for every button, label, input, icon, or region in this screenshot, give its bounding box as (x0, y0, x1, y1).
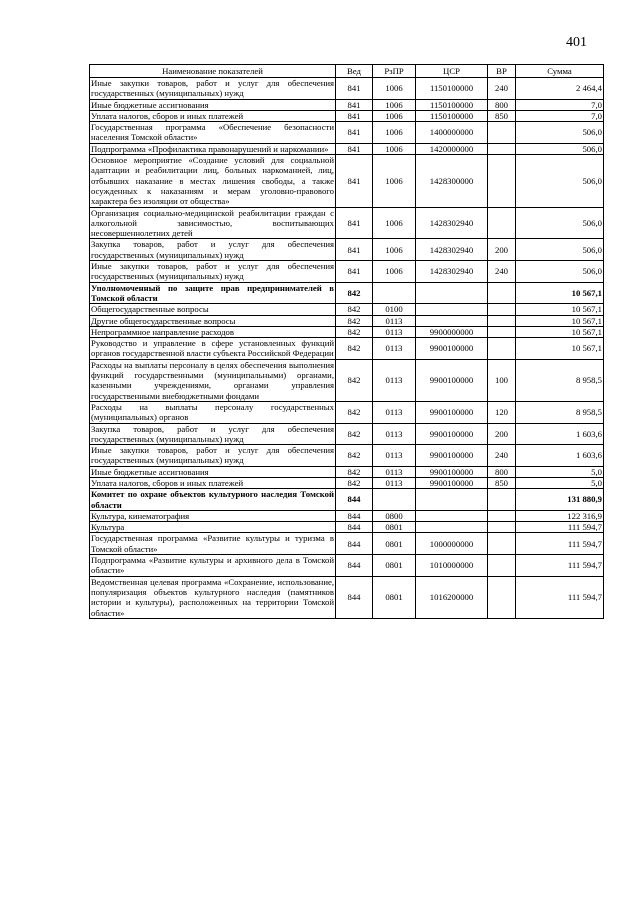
cell-name: Закупка товаров, работ и услуг для обеспечения государственных (муниципальных) нужд (91, 423, 334, 444)
cell-vr (488, 143, 516, 154)
cell-sum: 7,0 (516, 110, 604, 121)
cell-rzpr: 0113 (373, 338, 416, 360)
table-row (90, 78, 604, 100)
cell-sum: 10 567,1 (516, 338, 604, 360)
cell-vr (488, 326, 516, 337)
cell-ved: 844 (336, 555, 373, 577)
header-rzpr: РзПР (373, 65, 416, 78)
cell-name: Иные закупки товаров, работ и услуг для обеспечения государственных (муниципальных) нужд (91, 78, 334, 99)
cell-csr (416, 522, 488, 533)
cell-ved: 842 (336, 282, 373, 304)
cell-csr: 1400000000 (416, 122, 488, 144)
cell-sum: 10 567,1 (516, 326, 604, 337)
cell-csr: 1000000000 (416, 533, 488, 555)
cell-ved: 842 (336, 466, 373, 477)
cell-vr: 200 (488, 423, 516, 445)
cell-sum: 506,0 (516, 239, 604, 261)
cell-vr (488, 489, 516, 511)
cell-vr (488, 338, 516, 360)
table-row (90, 445, 604, 467)
cell-ved: 841 (336, 239, 373, 261)
table-row (90, 239, 604, 261)
cell-sum: 506,0 (516, 207, 604, 239)
table-row (90, 261, 604, 283)
cell-ved: 844 (336, 510, 373, 521)
cell-ved: 842 (336, 338, 373, 360)
cell-sum: 5,0 (516, 477, 604, 488)
header-sum: Сумма (516, 65, 604, 78)
table-row (90, 207, 604, 239)
cell-rzpr: 0113 (373, 359, 416, 401)
cell-rzpr (373, 489, 416, 511)
table-header-row (90, 65, 604, 78)
cell-name: Непрограммное направление расходов (90, 326, 336, 337)
cell-name: Государственная программа «Обеспечение безопасности населения Томской области» (91, 122, 334, 143)
cell-name: Иные бюджетные ассигнования (90, 466, 336, 477)
cell-sum: 111 594,7 (516, 522, 604, 533)
table-row (90, 326, 604, 337)
cell-csr (416, 282, 488, 304)
cell-vr: 850 (488, 110, 516, 121)
cell-vr (488, 122, 516, 144)
cell-rzpr: 0113 (373, 477, 416, 488)
cell-rzpr: 0100 (373, 304, 416, 315)
cell-vr: 800 (488, 466, 516, 477)
cell-rzpr: 0800 (373, 510, 416, 521)
cell-vr (488, 155, 516, 207)
cell-sum: 10 567,1 (516, 304, 604, 315)
cell-csr: 1428302940 (416, 239, 488, 261)
table-row (90, 315, 604, 326)
table-row (90, 477, 604, 488)
cell-ved: 841 (336, 207, 373, 239)
cell-vr (488, 207, 516, 239)
cell-vr (488, 555, 516, 577)
cell-sum: 10 567,1 (516, 282, 604, 304)
header-ved: Вед (336, 65, 373, 78)
cell-ved: 841 (336, 78, 373, 100)
cell-ved: 841 (336, 155, 373, 207)
cell-csr: 9900100000 (416, 338, 488, 360)
cell-csr: 9900100000 (416, 401, 488, 423)
cell-sum: 1 603,6 (516, 445, 604, 467)
table-row (90, 99, 604, 110)
cell-ved: 842 (336, 304, 373, 315)
cell-ved: 841 (336, 99, 373, 110)
table-row (90, 576, 604, 618)
table-row (90, 401, 604, 423)
table-row (90, 359, 604, 401)
cell-vr (488, 510, 516, 521)
cell-name: Расходы на выплаты персоналу в целях обеспечения выполнения функций государственными (муниципальными) органами, казенными учреждениями, органами управления государственными внебюджетными фондами (91, 359, 334, 401)
cell-rzpr: 0801 (373, 555, 416, 577)
cell-name: Организация социально-медицинской реабилитации граждан с алкогольной зависимостью, воспитывающих несовершеннолетних детей (91, 207, 334, 239)
budget-table (89, 64, 604, 619)
cell-rzpr: 1006 (373, 239, 416, 261)
cell-vr: 120 (488, 401, 516, 423)
cell-vr: 240 (488, 445, 516, 467)
cell-name: Комитет по охране объектов культурного наследия Томской области (91, 489, 334, 510)
cell-rzpr (373, 282, 416, 304)
table-row (90, 533, 604, 555)
cell-csr: 1420000000 (416, 143, 488, 154)
table-row (90, 304, 604, 315)
cell-vr: 800 (488, 99, 516, 110)
cell-csr: 9900100000 (416, 423, 488, 445)
table-row (90, 510, 604, 521)
cell-sum: 111 594,7 (516, 533, 604, 555)
cell-ved: 844 (336, 489, 373, 511)
cell-vr (488, 282, 516, 304)
cell-rzpr: 1006 (373, 78, 416, 100)
cell-name: Другие общегосударственные вопросы (90, 315, 336, 326)
cell-rzpr: 0113 (373, 466, 416, 477)
cell-ved: 841 (336, 122, 373, 144)
cell-rzpr: 0113 (373, 423, 416, 445)
cell-csr: 1150100000 (416, 99, 488, 110)
cell-sum: 131 880,9 (516, 489, 604, 511)
header-csr: ЦСР (416, 65, 488, 78)
cell-name: Уполномоченный по защите прав предпринимателей в Томской области (91, 282, 334, 303)
cell-rzpr: 0113 (373, 445, 416, 467)
cell-rzpr: 0113 (373, 401, 416, 423)
cell-sum: 5,0 (516, 466, 604, 477)
cell-csr: 9900100000 (416, 466, 488, 477)
cell-csr: 1150100000 (416, 78, 488, 100)
cell-name: Закупка товаров, работ и услуг для обеспечения государственных (муниципальных) нужд (91, 239, 334, 260)
cell-rzpr: 1006 (373, 122, 416, 144)
page-number: 401 (566, 35, 587, 50)
cell-csr: 9900100000 (416, 445, 488, 467)
cell-ved: 841 (336, 143, 373, 154)
table-row (90, 338, 604, 360)
cell-rzpr: 1006 (373, 110, 416, 121)
cell-sum: 8 958,5 (516, 359, 604, 401)
cell-csr: 9900100000 (416, 359, 488, 401)
cell-name: Культура (90, 522, 336, 533)
cell-vr: 200 (488, 239, 516, 261)
cell-vr (488, 576, 516, 618)
cell-rzpr: 1006 (373, 143, 416, 154)
cell-ved: 844 (336, 522, 373, 533)
cell-ved: 841 (336, 110, 373, 121)
cell-ved: 842 (336, 445, 373, 467)
table-row (90, 489, 604, 511)
cell-rzpr: 1006 (373, 99, 416, 110)
cell-name: Иные бюджетные ассигнования (90, 99, 336, 110)
cell-sum: 506,0 (516, 155, 604, 207)
cell-name: Уплата налогов, сборов и иных платежей (90, 477, 336, 488)
cell-rzpr: 1006 (373, 261, 416, 283)
cell-vr (488, 304, 516, 315)
cell-name: Руководство и управление в сфере установленных функций органов государственной власти субъекта Российской Федерации (91, 338, 334, 359)
cell-sum: 506,0 (516, 122, 604, 144)
cell-csr (416, 489, 488, 511)
table-row (90, 110, 604, 121)
cell-ved: 842 (336, 401, 373, 423)
cell-name: Подпрограмма «Профилактика правонарушений и наркомании» (90, 143, 336, 154)
cell-csr: 1016200000 (416, 576, 488, 618)
cell-rzpr: 0113 (373, 315, 416, 326)
cell-name: Подпрограмма «Развитие культуры и архивного дела в Томской области» (91, 555, 334, 576)
cell-ved: 842 (336, 326, 373, 337)
cell-rzpr: 0801 (373, 533, 416, 555)
header-vr: ВР (488, 65, 516, 78)
cell-ved: 842 (336, 315, 373, 326)
cell-vr (488, 533, 516, 555)
cell-ved: 842 (336, 423, 373, 445)
cell-csr: 9900100000 (416, 477, 488, 488)
cell-name: Иные закупки товаров, работ и услуг для обеспечения государственных (муниципальных) нужд (91, 261, 334, 282)
cell-name: Иные закупки товаров, работ и услуг для обеспечения государственных (муниципальных) нужд (91, 445, 334, 466)
cell-ved: 842 (336, 477, 373, 488)
table-row (90, 143, 604, 154)
cell-vr: 100 (488, 359, 516, 401)
cell-csr (416, 510, 488, 521)
table-row (90, 282, 604, 304)
table-row (90, 423, 604, 445)
cell-sum: 111 594,7 (516, 555, 604, 577)
cell-csr (416, 304, 488, 315)
cell-ved: 844 (336, 533, 373, 555)
cell-vr: 240 (488, 78, 516, 100)
cell-ved: 842 (336, 359, 373, 401)
cell-sum: 506,0 (516, 143, 604, 154)
table-row (90, 466, 604, 477)
cell-rzpr: 0801 (373, 522, 416, 533)
cell-csr: 1010000000 (416, 555, 488, 577)
cell-rzpr: 1006 (373, 207, 416, 239)
cell-rzpr: 0801 (373, 576, 416, 618)
cell-name: Уплата налогов, сборов и иных платежей (90, 110, 336, 121)
cell-vr: 850 (488, 477, 516, 488)
table-row (90, 555, 604, 577)
cell-ved: 844 (336, 576, 373, 618)
cell-name: Расходы на выплаты персоналу государственных (муниципальных) органов (91, 401, 334, 423)
cell-sum: 8 958,5 (516, 401, 604, 423)
cell-sum: 122 316,9 (516, 510, 604, 521)
cell-ved: 841 (336, 261, 373, 283)
cell-csr (416, 315, 488, 326)
cell-csr: 1428300000 (416, 155, 488, 207)
table-row (90, 522, 604, 533)
cell-rzpr: 1006 (373, 155, 416, 207)
cell-name: Общегосударственные вопросы (90, 304, 336, 315)
header-name: Наименование показателей (90, 65, 336, 78)
cell-sum: 2 464,4 (516, 78, 604, 100)
cell-name: Государственная программа «Развитие культуры и туризма в Томской области» (91, 533, 334, 554)
cell-vr (488, 522, 516, 533)
cell-vr (488, 315, 516, 326)
cell-rzpr: 0113 (373, 326, 416, 337)
cell-sum: 1 603,6 (516, 423, 604, 445)
cell-vr: 240 (488, 261, 516, 283)
cell-csr: 1428302940 (416, 261, 488, 283)
cell-sum: 506,0 (516, 261, 604, 283)
cell-sum: 10 567,1 (516, 315, 604, 326)
cell-name: Ведомственная целевая программа «Сохранение, использование, популяризация объектов культурного наследия (памятников истории и культуры), расположенных на территории Томской области» (91, 576, 334, 618)
cell-csr: 9900000000 (416, 326, 488, 337)
table-row (90, 122, 604, 144)
cell-name: Культура, кинематография (90, 510, 336, 521)
cell-name: Основное мероприятие «Создание условий для социальной адаптации и реабилитации лиц, больных наркоманией, лиц, отбывших наказание в местах лишения свободы, а также осужденных к наказаниям и мерам уголовно-правового характера без изоляции от общества» (91, 155, 334, 207)
cell-sum: 7,0 (516, 99, 604, 110)
cell-csr: 1428302940 (416, 207, 488, 239)
cell-sum: 111 594,7 (516, 576, 604, 618)
table-row (90, 155, 604, 207)
cell-csr: 1150100000 (416, 110, 488, 121)
